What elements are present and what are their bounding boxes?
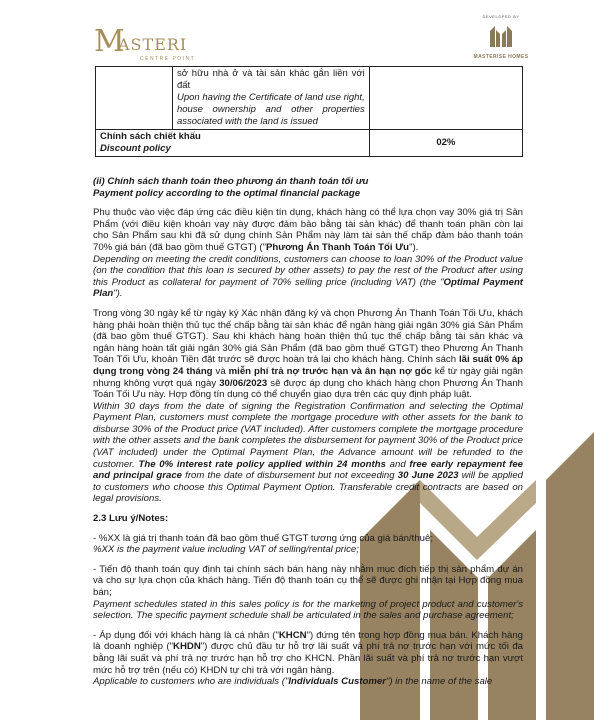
- note-3-vi-a: - Áp dụng đối với khách hàng là cá nhân (": [93, 629, 279, 641]
- note-2-en: Payment schedules stated in this sales policy is for the marketing of project product and customer's selection. The specific payment schedule shall be articulated in the sales and purchase agreement;: [93, 598, 523, 622]
- p1-vi-end: ").: [409, 241, 419, 253]
- note-2-vi: - Tiến độ thanh toán quy định tại chính sách bán hàng này nhằm mục đích tiếp thị sản phẩm dự án và cho sự lựa chọn của khách hàng. Tiến độ thanh toán cụ thể sẽ được ghi nhận tại Hợp đồng mua bán;: [93, 563, 523, 598]
- note-3-vi-b2: KHDN: [173, 641, 201, 653]
- section-ii-title-en: Payment policy according to the optimal financial package: [93, 187, 361, 199]
- payment-table: [95, 66, 523, 157]
- p2-en-c: and: [385, 458, 410, 470]
- paragraph-30-days: [93, 308, 523, 505]
- p2-vi-b3: 30/06/2023: [219, 377, 268, 389]
- p2-vi-b2: miễn phí trả nợ trước hạn và ân hạn nợ gốc: [228, 365, 432, 377]
- p2-en-b2: free early repayment fee and principal grace: [93, 458, 523, 482]
- masterise-brand-text: MASTERISE HOMES: [473, 54, 529, 60]
- masteri-logo-sub: CENTRE POINT: [140, 56, 196, 62]
- table-row: [96, 130, 523, 157]
- note-3: [93, 630, 523, 688]
- document-body: [93, 176, 523, 696]
- table-row: [96, 67, 523, 130]
- condition-en: Upon having the Certificate of land use right, house ownership and other properties associated with the land is issued: [176, 92, 365, 127]
- p2-en-a: Within 30 days from the date of signing the Registration Confirmation and selecting the Optimal Payment Plan, customers must complete the mortgage procedure with other assets for the bank to disburse 30% of the Product price (VAT included). After customers complete the mortgage procedure with the other assets and the bank completes the disbursement for payment 30% of the Product price (VAT included) under the Optimal Payment Plan, the Advance amount will be refunded to the customer.: [93, 400, 523, 470]
- p1-en: Depending on meeting the credit conditions, customers can choose to loan 30% of the Product value (on the condition that this loan is secured by other assets) to pay the rest of the Product after using this Product as collateral for payment of 70% selling price (including VAT) (the ": [93, 253, 523, 288]
- discount-policy-label-vi: Chính sách chiết khấu: [100, 131, 201, 142]
- note-3-en-b: Individuals Customer: [288, 676, 386, 688]
- note-3-en-a: Applicable to customers who are individuals (": [93, 676, 289, 688]
- note-3-en-c: ") in the name of the sale: [385, 676, 493, 688]
- note-1-en: %XX is the payment value including VAT of selling/rental price;: [93, 544, 359, 556]
- section-ii-heading: [93, 176, 523, 199]
- discount-policy-label-cell: [96, 130, 370, 157]
- masteri-logo-m: M: [94, 24, 124, 59]
- p2-vi-e: sẽ được áp dụng cho khách hàng chọn Phương Án Thanh Toán Tối Ưu này. Hợp đồng tín dụng có thể chuyển giao dựa trên các quy định pháp luật.: [93, 377, 523, 401]
- p1-en-bold: Optimal Payment Plan: [93, 276, 524, 300]
- table-cell-empty: [96, 67, 173, 130]
- p2-vi-b1: lãi suất 0% áp dụng trong vòng 24 tháng: [93, 354, 523, 377]
- masterise-homes-logo: [466, 14, 536, 70]
- paragraph-optimal-plan: [93, 207, 523, 300]
- note-2: [93, 564, 523, 622]
- masterise-mark-icon: [488, 21, 514, 47]
- p2-en-e: will be applied to customers who choose this Optimal Payment Option. Transferable credit contracts are based on legal provisions.: [93, 470, 523, 505]
- discount-policy-label-en: Discount policy: [100, 143, 171, 154]
- p2-vi-d: kể từ ngày giải ngân nhưng không vượt quá ngày: [93, 365, 523, 389]
- table-cell-empty-value: [369, 67, 522, 130]
- note-1: [93, 533, 523, 556]
- p1-en-end: ").: [113, 288, 123, 300]
- p2-en-d: from the date of disbursement but not exceeding: [182, 470, 398, 482]
- masteri-logo-text: ASTERI: [118, 35, 188, 54]
- p1-vi: Phụ thuộc vào việc đáp ứng các điều kiện tín dụng, khách hàng có thể lựa chọn vay 30% giá trị Sản Phẩm (với điều kiện khoản vay này được đảm bảo bằng tài sản khác) để thanh toán phần còn lại cho Sản Phẩm sau khi đã sử dụng chính Sản Phẩm này làm tài sản thế chấp đảm bảo thanh toán 70% giá bán (đã bao gồm thuế GTGT) (": [93, 207, 523, 253]
- table-cell-condition: [172, 67, 369, 130]
- p2-en-b3: 30 June 2023: [397, 470, 459, 482]
- note-1-vi: - %XX là giá trị thanh toán đã bao gồm thuế GTGT tương ứng của giá bán/thuê;: [93, 532, 434, 544]
- p2-en-b1: The 0% interest rate policy applied within 24 months: [138, 458, 386, 470]
- section-ii-title-vi: (ii) Chính sách thanh toán theo phương án thanh toán tối ưu: [93, 176, 369, 187]
- p2-vi-c: và: [212, 365, 229, 377]
- developed-by-text: DEVELOPED BY: [482, 14, 520, 19]
- p2-vi-a: Trong vòng 30 ngày kể từ ngày ký Xác nhận đăng ký và chọn Phương Án Thanh Toán Tối Ưu, khách hàng phải hoàn thiện thủ tục thế chấp bằng tài sản khác để ngân hàng giải ngân 30% giá Sản Phẩm (đã bao gồm thuế GTGT). Sau khi khách hàng hoàn thiện thủ tục thế chấp bằng tài sản khác và ngân hàng hoàn tất giải ngân 30% giá Sản Phẩm (đã bao gồm thuế GTGT) theo Phương Án Thanh Toán Tối Ưu, khoản Tiền đặt trước sẽ được hoàn trả lại cho khách hàng. Chính sách: [93, 307, 523, 366]
- note-3-vi-d: ") được chủ đầu tư hỗ trợ lãi suất và phí trả nợ trước hạn với mức tối đa bằng lãi suất và phí trả nợ trước hạn hỗ trợ cho KHCN. Phần lãi suất và phí trả nợ trước hạn vượt mức hỗ trợ trên (nếu có) KHDN tự chi trả với ngân hàng.: [93, 641, 523, 676]
- note-3-vi-b1: KHCN: [278, 629, 307, 641]
- condition-vi: sở hữu nhà ở và tài sản khác gắn liền với đất: [176, 68, 365, 91]
- section-23-title: 2.3 Lưu ý/Notes:: [93, 513, 169, 525]
- note-3-vi-c: ") đứng tên trong hợp đồng mua bán. Khách hàng là doanh nghiệp (": [93, 629, 523, 653]
- p1-vi-bold: Phương Án Thanh Toán Tối Ưu: [265, 241, 410, 253]
- masteri-logo: [94, 22, 204, 70]
- discount-policy-value: 02%: [369, 130, 522, 157]
